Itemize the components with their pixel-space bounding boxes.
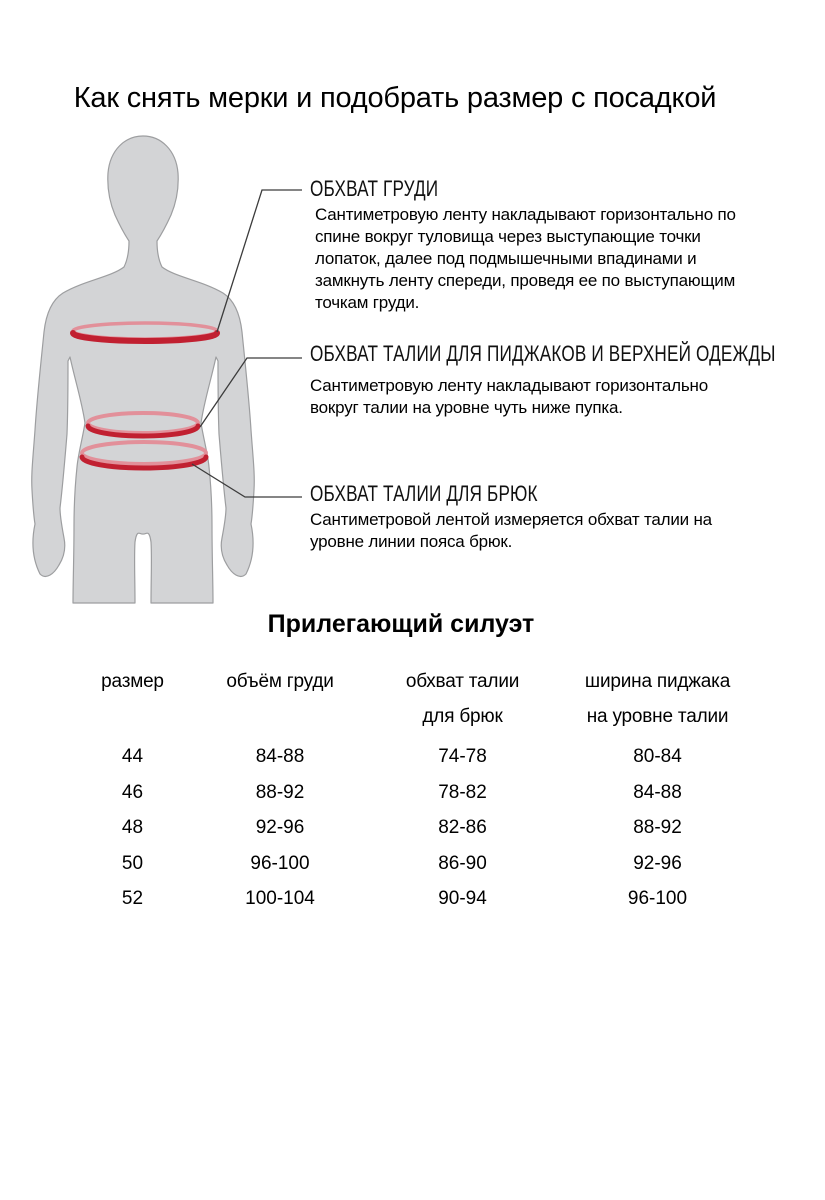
col-header-chest-line2: [205, 699, 355, 734]
chest-range: 100-104: [245, 888, 315, 909]
jacket-width-range: 84-88: [633, 781, 682, 803]
table-row: [60, 775, 745, 811]
waist-range: 82-86: [438, 817, 487, 838]
table-row: [60, 739, 745, 775]
size-value: 46: [121, 781, 144, 803]
table-row: [60, 810, 745, 846]
size-table: [60, 664, 745, 917]
waist-range: 74-78: [438, 746, 487, 767]
chest-section-text: Сантиметровую ленту накладывают горизонтально по спине вокруг туловища через выступающие точки лопаток, далее под подмышечными впадинами и замкнуть ленту спереди, проведя ее по выступающим точкам груди.: [315, 205, 736, 312]
size-table-header: [60, 664, 745, 734]
chest-range: 96-100: [250, 852, 310, 874]
col-header-size-line2: [60, 699, 205, 734]
size-value: 50: [121, 852, 144, 874]
chest-range: 92-96: [255, 817, 305, 838]
waist-range: 86-90: [438, 852, 487, 874]
col-header-chest: объём груди: [226, 671, 334, 692]
chest-range: 84-88: [255, 746, 305, 767]
male-silhouette-illustration: [15, 128, 315, 608]
col-header-waist-line1: обхват талии: [405, 671, 520, 692]
trouser-waist-section-text: Сантиметровой лентой измеряется обхват талии на уровне линии пояса брюк.: [310, 510, 712, 551]
trouser-waist-section-heading: ОБХВАТ ТАЛИИ ДЛЯ БРЮК: [310, 481, 538, 506]
jacket-width-range: 92-96: [633, 852, 682, 874]
jacket-width-range: 88-92: [633, 817, 682, 838]
jacket-width-range: 96-100: [627, 888, 688, 909]
table-row: [60, 881, 745, 917]
jacket-waist-section-heading: ОБХВАТ ТАЛИИ ДЛЯ ПИДЖАКОВ И ВЕРХНЕЙ ОДЕЖДЫ: [310, 341, 776, 366]
size-table-body: [60, 739, 745, 917]
size-table-title: Прилегающий силуэт: [267, 610, 535, 638]
size-value: 52: [121, 888, 144, 909]
col-header-jacket-width-line1: ширина пиджака: [584, 671, 731, 692]
jacket-waist-section-text: Сантиметровую ленту накладывают горизонтально вокруг талии на уровне чуть ниже пупка.: [310, 376, 708, 417]
body-silhouette: [32, 136, 255, 603]
size-value: 44: [121, 746, 144, 767]
size-value: 48: [121, 817, 144, 838]
col-header-waist-line2: для брюк: [422, 706, 503, 727]
page-title: Как снять мерки и подобрать размер с посадкой: [73, 82, 717, 114]
chest-range: 88-92: [255, 781, 305, 803]
waist-range: 78-82: [438, 781, 487, 803]
col-header-size: размер: [101, 671, 164, 692]
connector-line-waist: [200, 358, 302, 427]
jacket-width-range: 80-84: [633, 746, 682, 767]
col-header-jacket-width-line2: на уровне талии: [586, 706, 729, 727]
waist-range: 90-94: [438, 888, 487, 909]
measurement-figure: [15, 128, 315, 608]
table-row: [60, 846, 745, 882]
chest-section-heading: ОБХВАТ ГРУДИ: [310, 176, 439, 201]
